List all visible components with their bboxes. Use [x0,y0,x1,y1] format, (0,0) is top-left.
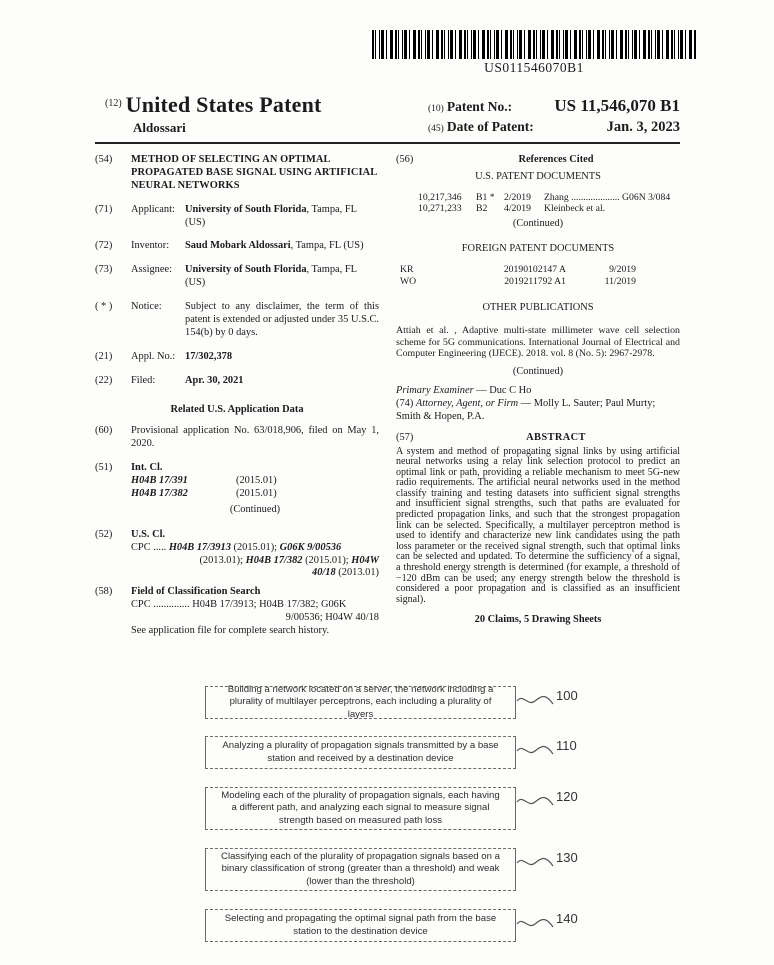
field-number: (74) [396,397,416,409]
us-cl-label: U.S. Cl. [131,528,166,540]
us-patent-row [396,203,680,215]
cpc-class: H04B 17/382 [245,554,303,566]
cpc-class: H04W [351,554,379,566]
leader-dots: .................... [571,191,620,203]
field-22-filed [95,375,379,388]
page-title: United States Patent [125,92,322,117]
class-code: H04B 17/391 [131,475,188,487]
field-number: (71) [95,203,113,215]
examiner-name: — Duc C Ho [473,384,532,396]
cited-date: 2/2019 [504,191,531,203]
reference-connector [516,742,554,760]
barcode-block [372,30,696,76]
patent-no-field-code: (10) [428,104,444,114]
left-column [95,154,379,649]
class-version: (2015.01) [236,475,277,487]
related-data-heading: Related U.S. Application Data [170,403,304,415]
field-number: (54) [95,154,113,165]
appl-no-label: Appl. No.: [131,350,176,362]
reference-connector [516,854,554,872]
filing-date: Apr. 30, 2021 [185,374,244,386]
field-number: (52) [95,528,113,540]
field-21-appl-no [95,351,379,364]
inventor-location: , Tampa, FL (US) [290,240,364,252]
flowchart-box: Modeling each of the plurality of propagation signals, each having a different path, and analyzing each signal to measure signal strength based on measured path loss [205,787,516,830]
notice-field [95,301,379,340]
cpc-class: G06K 9/00536 [279,541,342,553]
cited-patent-number: 10,217,346 [418,191,462,203]
reference-number: 100 [556,688,578,703]
barcode-image [372,30,696,59]
other-publications-heading: OTHER PUBLICATIONS [482,302,594,314]
class-code: H04B 17/382 [131,488,188,500]
continued-note: (Continued) [512,218,564,230]
cited-inventor: Kleinbeck et al. [544,203,606,215]
cpc-line-2 [131,555,379,568]
flowchart-box: Classifying each of the plurality of propagation signals based on a binary classification of strong (greater than a threshold) and weak (lower than the threshold) [205,848,516,891]
field-number: (72) [95,240,113,252]
foreign-date: 11/2019 [604,275,636,287]
kind-code-label: (12) [105,98,122,109]
flowchart-box: Building a network located on a server, the network including a plurality of multilayer perceptrons, each including a plurality of layers [205,686,516,719]
filed-label: Filed: [131,374,156,386]
field-number: (60) [95,425,113,437]
patent-date: Jan. 3, 2023 [606,119,680,135]
primary-examiner-line [396,385,680,398]
field-52-us-cl [95,529,379,581]
foreign-date: 9/2019 [609,263,636,275]
field-number: (58) [95,586,113,598]
inventor-surname: Aldossari [133,120,186,135]
search-history-note: See application file for complete search history. [131,625,330,637]
class-version: (2015.01) [236,488,277,500]
references-cited-heading: References Cited [518,154,594,165]
applicant-location: , Tampa, FL (US) [185,203,357,228]
right-column [396,154,680,649]
field-number: (73) [95,264,113,276]
search-cpc-line-1: CPC .............. H04B 17/3913; H04B 17/382; G06K [131,599,347,611]
notice-text: Subject to any disclaimer, the term of this patent is extended or adjusted under 35 U.S.C. 154(b) by 0 days. [185,301,379,338]
us-patent-docs-heading: U.S. PATENT DOCUMENTS [475,170,601,182]
abstract-heading: ABSTRACT [526,431,586,443]
field-54-title [95,154,379,193]
attorney-label: Attorney, Agent, or Firm [415,397,519,409]
int-cl-row [131,475,379,488]
inventor-label: Inventor: [131,240,170,252]
foreign-patent-row [396,276,680,288]
assignee-location: , Tampa, FL (US) [185,264,357,289]
cited-kind-code: B1 * [476,191,495,203]
reference-number: 110 [556,738,577,753]
date-of-patent-label: Date of Patent: [446,119,534,134]
continued-note: (Continued) [512,366,564,378]
claims-line: 20 Claims, 5 Drawing Sheets [474,614,602,626]
country-code: WO [400,275,417,287]
int-cl-label: Int. Cl. [131,462,163,474]
field-number: (56) [396,154,414,165]
continued-note: (Continued) [229,503,281,515]
cpc-text: (2013.01); [199,554,246,566]
field-73-assignee [95,264,379,290]
field-number: (57) [396,431,414,443]
reference-connector [516,692,554,710]
foreign-docs-heading: FOREIGN PATENT DOCUMENTS [461,242,615,254]
foreign-number: 2019211792 A1 [504,275,566,287]
field-51-int-cl [95,462,379,527]
cited-inventor: Zhang [544,191,569,203]
attorney-names: — Molly L. Sauter; Paul Murty; Smith & Hopen, P.A. [396,397,656,422]
header-left [105,92,322,136]
field-71-applicant [95,204,379,230]
field-72-inventor [95,240,379,253]
barcode-number: US011546070B1 [484,60,584,75]
cited-patent-number: 10,271,233 [418,203,462,215]
field-number: (22) [95,374,113,386]
cited-date: 4/2019 [504,203,531,215]
patent-no-label: Patent No.: [446,99,513,114]
country-code: KR [400,263,414,275]
abstract-text: A system and method of propagating signal links by using artificial neural networks using a relay link selection protocol to predict an optimal link or path, providing a reliable mechanism to meet 5G-new radio requirements. The artificial neural networks used in the method classify training and testing datasets into sufficient signal strengths and insufficient signal strengths, such that paths are evaluated for predicted propagation links, and such that the strongest propagation link can be selected. Specifically, a multilayer perceptron method is used to identify and characterize new link candidates using the path loss parameter or the received signal strength, such that optimal links can be selected and updated. To determine the sufficiency of a signal, a threshold energy strength is determined (for example, a threshold of −120 dBm can be used; any energy strength below the threshold is considered a poor propagation and is classified as an insufficient signal). [396,445,680,605]
reference-connector [516,793,554,811]
field-number: (51) [95,462,113,474]
us-patent-row [396,192,680,204]
reference-number: 140 [556,911,578,926]
cpc-text: (2015.01); [230,541,280,553]
foreign-patent-row [396,264,680,276]
int-cl-row [131,488,379,501]
search-cpc-line-2: 9/00536; H04W 40/18 [285,612,379,624]
date-field-code: (45) [428,124,444,134]
applicant-name: University of South Florida [185,203,307,215]
applicant-label: Applicant: [131,203,175,215]
field-58-search [95,586,379,638]
field-number: ( * ) [95,301,113,313]
header-divider [95,142,680,144]
examiner-label: Primary Examiner [396,384,474,396]
cpc-class: 40/18 [312,567,336,579]
provisional-text: Provisional application No. 63/018,906, filed on May 1, 2020. [131,425,379,450]
cpc-text: CPC ..... [131,541,169,553]
field-56-references [396,154,680,167]
cpc-line-1 [131,542,379,555]
flowchart-box: Selecting and propagating the optimal signal path from the base station to the destination device [205,909,516,942]
search-field-label: Field of Classification Search [131,586,261,598]
notice-label: Notice: [131,301,162,313]
cited-kind-code: B2 [476,203,488,215]
cpc-line-3 [131,567,379,580]
other-publication-text: Attiah et al. , Adaptive multi-state millimeter wave cell selection scheme for 5G communications. International Journal of Electrical and Computer Engineering (IJECE). 2018. vol. 8 (No. 5): 2967-2978. [396,324,680,360]
foreign-number: 20190102147 A [503,263,566,275]
reference-number: 130 [556,850,578,865]
attorney-line [396,398,680,424]
cited-class: G06N 3/084 [622,191,671,203]
header-right [428,96,680,139]
inventor-name: Saud Mobark Aldossari [185,240,291,252]
bibliographic-columns [95,154,680,649]
application-number: 17/302,378 [185,350,233,362]
assignee-name: University of South Florida [185,264,307,276]
assignee-label: Assignee: [131,264,172,276]
field-60-provisional [95,425,379,451]
flowchart-box: Analyzing a plurality of propagation signals transmitted by a base station and received by a destination device [205,736,516,769]
field-number: (21) [95,350,113,362]
abstract-heading-row [396,432,680,445]
reference-connector [516,915,554,933]
patent-number: US 11,546,070 B1 [554,96,680,115]
reference-number: 120 [556,789,578,804]
invention-title: METHOD OF SELECTING AN OPTIMAL PROPAGATED BASE SIGNAL USING ARTIFICIAL NEURAL NETWORKS [131,154,377,191]
cpc-text: (2013.01) [335,567,379,579]
cpc-class: H04B 17/3913 [168,541,231,553]
cpc-text: (2015.01); [302,554,352,566]
